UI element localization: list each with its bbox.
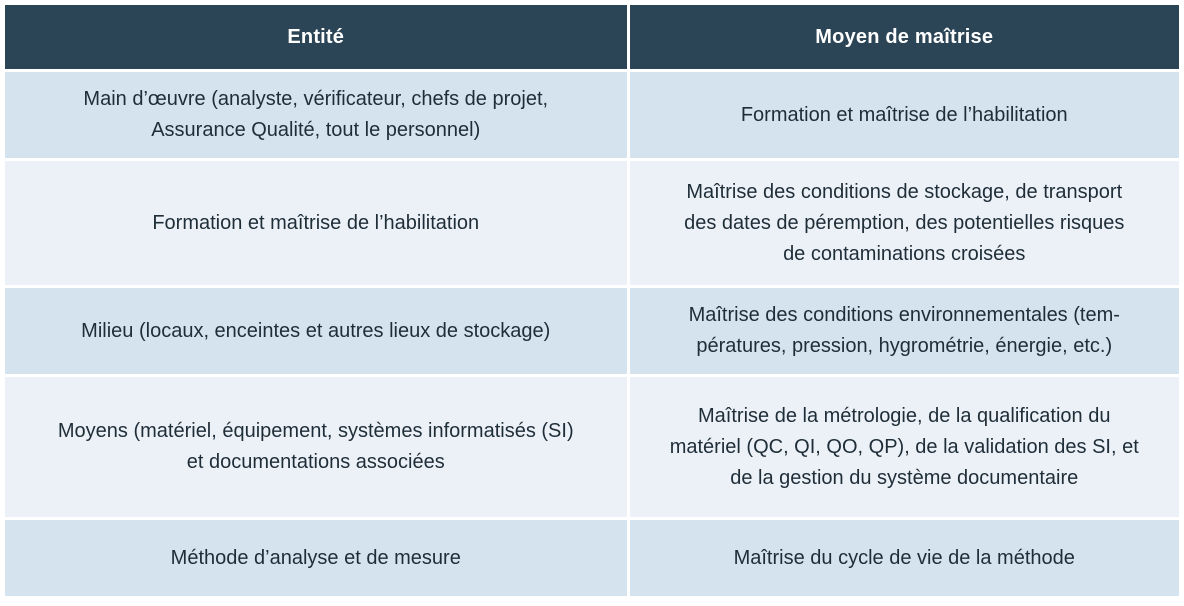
cell-line: Maîtrise des conditions de stockage, de transport	[686, 180, 1123, 203]
control-measures-table-wrapper	[5, 5, 1179, 596]
table-row	[5, 71, 1179, 160]
control-measures-table	[5, 5, 1179, 596]
cell-moyen	[628, 160, 1179, 287]
cell-entite	[5, 71, 628, 160]
table-header-row	[5, 5, 1179, 71]
cell-line: Maîtrise des conditions environnementales (tem-	[688, 304, 1120, 326]
cell-entite	[5, 287, 628, 376]
cell-line: Maîtrise de la métrologie, de la qualification du	[698, 404, 1111, 427]
cell-line: pératures, pression, hygrométrie, énergie, etc.)	[696, 335, 1113, 357]
cell-moyen	[628, 519, 1179, 597]
cell-moyen	[628, 287, 1179, 376]
cell-entite	[5, 376, 628, 519]
cell-moyen	[628, 376, 1179, 519]
cell-line: Formation et maîtrise de l’habilitation	[152, 211, 480, 234]
cell-line: Milieu (locaux, enceintes et autres lieux de stockage)	[81, 319, 551, 342]
header-entite: Entité	[5, 5, 628, 71]
cell-line: Formation et maîtrise de l’habilitation	[740, 103, 1068, 126]
cell-line: matériel (QC, QI, QO, QP), de la validation des SI, et	[669, 435, 1139, 458]
cell-line: de la gestion du système documentaire	[730, 466, 1079, 489]
table-row	[5, 376, 1179, 519]
cell-line: et documentations associées	[186, 451, 445, 473]
cell-line: Maîtrise du cycle de vie de la méthode	[733, 546, 1075, 569]
table-row	[5, 519, 1179, 597]
table-row	[5, 287, 1179, 376]
cell-line: Assurance Qualité, tout le personnel)	[151, 119, 481, 141]
cell-entite	[5, 160, 628, 287]
cell-line: Main d’œuvre (analyste, vérificateur, chefs de projet,	[83, 88, 549, 110]
cell-line: de contaminations croisées	[783, 242, 1026, 265]
cell-entite	[5, 519, 628, 597]
cell-line: Méthode d’analyse et de mesure	[170, 546, 461, 569]
cell-line: des dates de péremption, des potentielles risques	[684, 211, 1125, 234]
cell-line: Moyens (matériel, équipement, systèmes informatisés (SI)	[57, 420, 574, 442]
cell-moyen	[628, 71, 1179, 160]
header-moyen-de-maitrise: Moyen de maîtrise	[628, 5, 1179, 71]
table-row	[5, 160, 1179, 287]
